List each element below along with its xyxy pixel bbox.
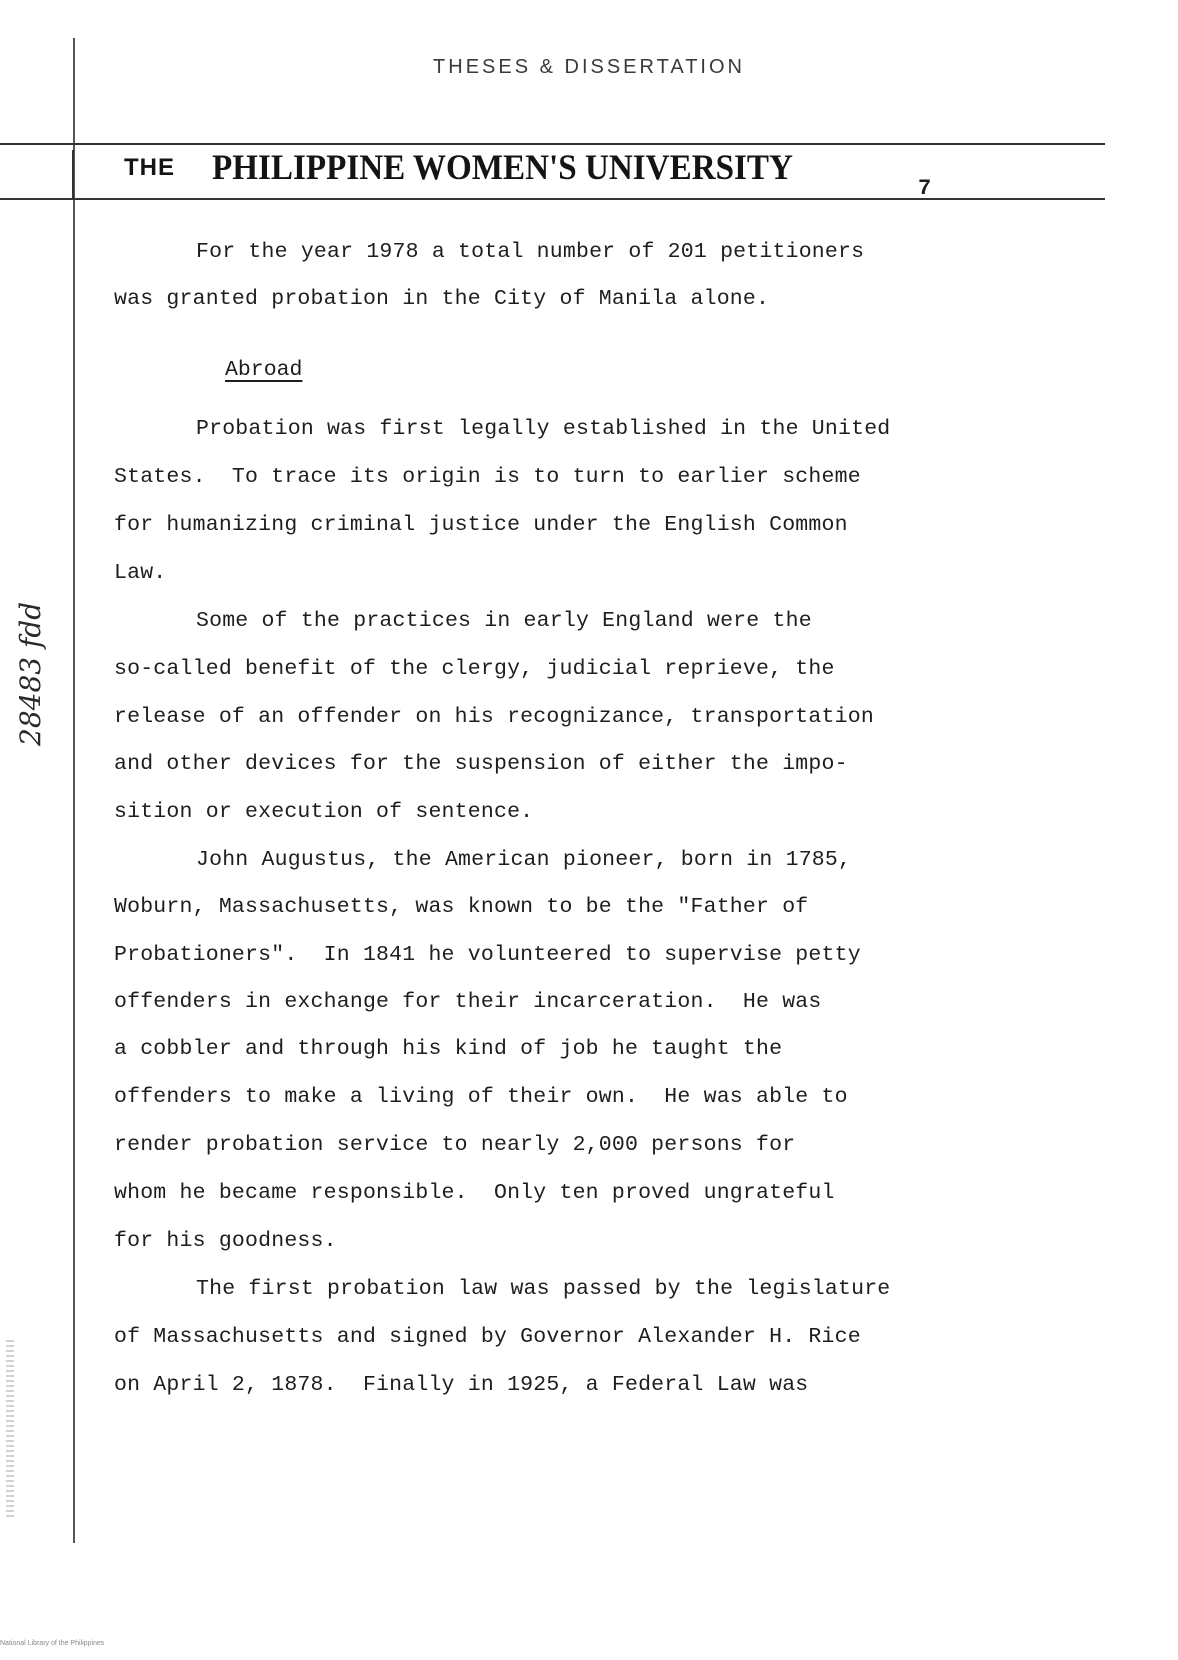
footer-stamp: National Library of the Philippines: [0, 1640, 105, 1647]
body-line: render probation service to nearly 2,000 persons for: [114, 1133, 796, 1157]
body-line: for his goodness.: [114, 1229, 337, 1253]
body-line: sition or execution of sentence.: [114, 800, 534, 824]
university-name: PHILIPPINE WOMEN'S UNIVERSITY: [212, 147, 793, 187]
body-line: Law.: [114, 561, 167, 585]
body-line: Woburn, Massachusetts, was known to be the "Father of: [114, 895, 809, 919]
thesis-stamp: THESES & DISSERTATION: [433, 56, 745, 78]
header-prefix: THE: [124, 154, 175, 181]
body-line: on April 2, 1878. Finally in 1925, a Federal Law was: [114, 1373, 809, 1397]
body-line: Probation was first legally established in the United: [196, 417, 891, 441]
body-line: release of an offender on his recognizance, transportation: [114, 705, 874, 729]
body-line: For the year 1978 a total number of 201 petitioners: [196, 240, 865, 264]
section-heading-abroad: Abroad: [225, 358, 303, 382]
body-line: Some of the practices in early England were the: [196, 609, 812, 633]
body-line: whom he became responsible. Only ten proved ungrateful: [114, 1181, 835, 1205]
body-line: The first probation law was passed by the legislature: [196, 1277, 891, 1301]
body-line: for humanizing criminal justice under the English Common: [114, 513, 848, 537]
left-margin-rule: [73, 38, 75, 1543]
body-line: was granted probation in the City of Manila alone.: [114, 287, 770, 311]
body-line: offenders to make a living of their own. He was able to: [114, 1085, 848, 1109]
body-line: Probationers". In 1841 he volunteered to supervise petty: [114, 943, 861, 967]
page-number: 7: [918, 176, 932, 201]
body-line: of Massachusetts and signed by Governor Alexander H. Rice: [114, 1325, 861, 1349]
body-line: offenders in exchange for their incarceration. He was: [114, 990, 822, 1014]
margin-accession-note: 28483 fdd: [14, 601, 47, 746]
header-top-rule: [0, 143, 1105, 145]
body-line: States. To trace its origin is to turn to earlier scheme: [114, 465, 861, 489]
header-bottom-rule: [0, 198, 1105, 200]
body-line: and other devices for the suspension of either the impo-: [114, 752, 848, 776]
body-line: John Augustus, the American pioneer, born in 1785,: [196, 848, 852, 872]
body-line: a cobbler and through his kind of job he taught the: [114, 1037, 783, 1061]
left-margin-rule-header: [72, 150, 74, 198]
body-line: so-called benefit of the clergy, judicial reprieve, the: [114, 657, 835, 681]
scan-edge-noise: [6, 1340, 14, 1520]
